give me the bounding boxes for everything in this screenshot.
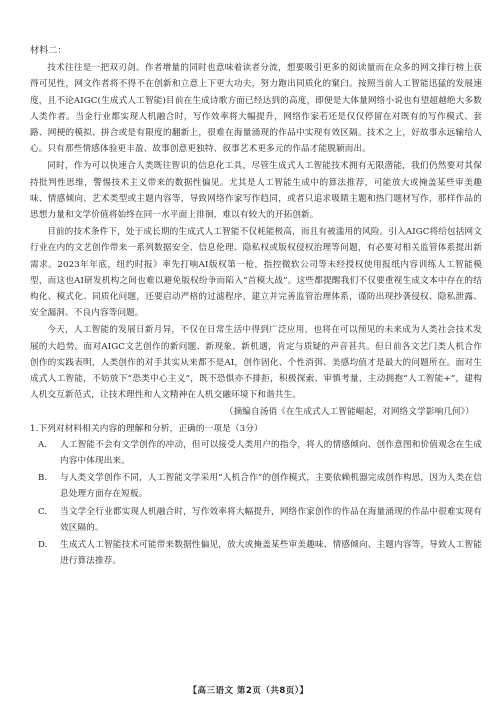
material-heading: 材料二： xyxy=(30,46,67,56)
option-d xyxy=(30,537,482,569)
option-c xyxy=(30,504,482,536)
option-a-letter: A. xyxy=(38,439,48,450)
material-paragraph-3: 目前的技术条件下，处于成长期的生成式人工智能不仅耗能极高，而且有被滥用的风险。引入AIGC将给包括网文行业在内的文艺创作带来一系列数据安全、信息伦理、隐私权或版权侵权治理等问题，有必要对相关监管体系提出新需求。2023年年底，纽约时报》率先打响AI版权第一枪，指控微软公司等未经授权使用报纸内容训练人工智能模型，而这也AI研发机构之间也难以避免版权纷争而陷入“首模大战”。这些都提醒我们不仅要重视生成文本中存在的结构化、模式化、同质化问题，还要启动严格的过滤程序，建立并完善监管治理体系，谨防出现抄袭侵权、隐私泄露、安全漏洞、不良内容等问题。 xyxy=(30,227,482,319)
material-paragraph-4: 今天，人工智能的发展日新月异，不仅在日常生活中得到广泛应用，也将在可以预见的未来成为人类社会技术发展的大趋势。面对AIGC文艺创作的新问题、新现象、新机遇，肯定与质疑的声音甚共。但日前各文艺门类人机合作创作的实践表明，人类创作的对手其实从来都不是AI，创作固化、个性消弭、美感均值才是最大的问题所在。面对生成式人工智能，不妨放下“恐类中心主义”，既不恐惧亦不排拒，积极探索、审慎考量，主动拥抱“人工智能+”，建构人机交互新范式，让技术理性和人文精神在人机交融环境下和谐共生。 xyxy=(30,325,482,401)
material-paragraph-1: 技术往往是一把双刃剑。作者增量的同时也意味着读者分流，想要吸引更多的阅读量而在众多的网文排行榜上获得可见性，网文作者将不得不在创新和立意上下更大功夫，努力跑出同质化的窠臼。按照当前人工智能迅猛的发展速度，且不论AIGC(生成式人工智能)目前在生成诗歌方面已经达到的高度，即便是大体量网络小说也有望超越绝大多数人类作者。当金行业都实现人机融合时，写作效率将大幅提升，网络作家若还是仅仅停留在对既有的写作模式、套路、网梗的模拟、拼合或是有限度的翻新上，很难在海量涌现的作品中实现有效区隔。技术之上，好故事永远输给人心。只有那些情感体验更丰盈、故事创意更独特、叙事艺术更多元的作品才能脱颖而出。 xyxy=(30,63,482,155)
option-b xyxy=(30,470,482,502)
page-footer: 【高三语文 第2页（共8页）】 xyxy=(188,686,309,696)
option-d-letter: D. xyxy=(38,540,48,551)
option-a-text: 人工智能不会有文学创作的冲动，但可以接受人类用户的指令，将人的情感倾向、创作意图和价值观念在生成内容中体现出来。 xyxy=(60,439,482,467)
document-body xyxy=(30,43,482,571)
option-a xyxy=(30,437,482,469)
question-stem: 1.下列对材料相关内容的理解和分析，正确的一项是（3分） xyxy=(30,423,263,434)
source-citation: （摘编自汤俏《在生成式人工智能崛起，对网络文学影响几何》） xyxy=(224,407,474,418)
option-b-letter: B. xyxy=(38,473,48,484)
option-d-text: 生成式人工智能技术可能带来数据性偏见，放大或掩盖某些审美趣味、情感倾向、主题内容等，导致人工智能进行算法推荐。 xyxy=(60,540,482,567)
material-paragraph-2: 同时，作为可以快速合人类既往智识的信息化工具，尽管生成式人工智能技术拥有无限潜能，我们仍然要对其保持批判性思维，警惕技术主义带来的数据性偏见。尤其是人工智能生成中的算法推荐，可能放大或掩盖某些审美趣味、情感倾向、艺术类型或主题内容等，导致网络作家写作趋同，或者只追求吸睛主题和热门题材写作，那样作品的思想力量和文学价值将始终在同一水平面上徘徊，难以有较大的开拓创新。 xyxy=(30,161,482,221)
option-c-text: 当文学全行业都实现人机融合时，写作效率将大幅提升，网络作家创作的作品在海量涌现的作品中很难实现有效区隔的。 xyxy=(60,506,482,533)
option-b-text: 与人类文学创作不同，人工智能文学采用“人机合作”的创作模式，主要依赖机器完成创作构思，因为人类在信息处理方面存在短板。 xyxy=(60,473,482,500)
option-c-letter: C. xyxy=(38,506,48,517)
